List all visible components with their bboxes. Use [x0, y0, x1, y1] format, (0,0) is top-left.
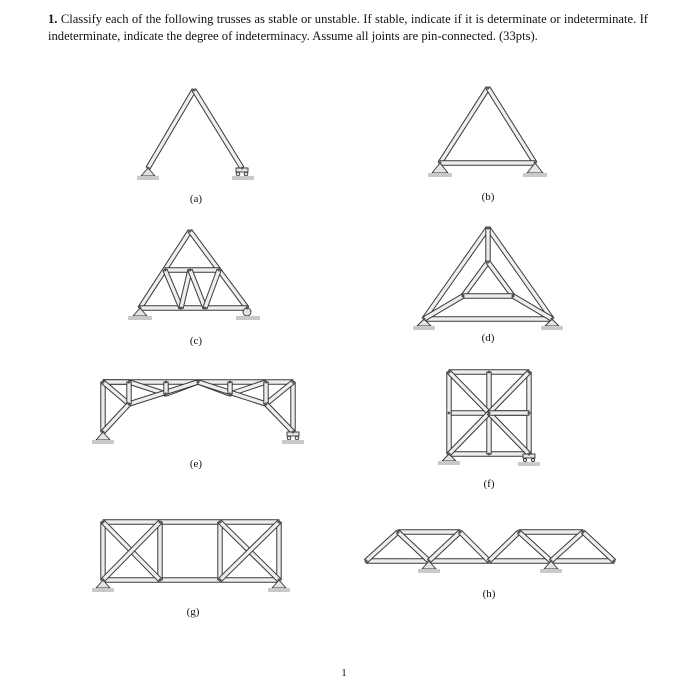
truss-joint: [487, 87, 490, 90]
truss-joint: [164, 269, 167, 272]
truss-joint: [189, 230, 192, 233]
truss-joint: [278, 579, 281, 582]
truss-joint: [219, 579, 222, 582]
truss-joint: [197, 381, 200, 384]
truss-joint: [428, 560, 431, 563]
truss-member: [146, 89, 196, 169]
truss-joint: [528, 371, 531, 374]
truss-member: [581, 530, 615, 562]
truss-joint: [165, 393, 168, 396]
truss-joint: [448, 371, 451, 374]
question-body: Classify each of the following trusses as stable or unstable. If stable, indicate if it is determinate or indeterminate. If indeterminate, indicate the degree of indeterminacy. Assume all joints are pin-connected. (33pts).: [48, 12, 648, 43]
truss-joint: [528, 412, 531, 415]
truss-figure-e: [92, 380, 304, 470]
truss-member: [447, 411, 490, 455]
truss-joint: [488, 453, 491, 456]
figure-caption: (d): [481, 332, 495, 344]
truss-joint: [488, 412, 491, 415]
truss-member: [218, 522, 222, 580]
truss-member: [192, 89, 244, 169]
truss-joint: [488, 371, 491, 374]
truss-figure-h: [365, 530, 616, 600]
truss-member: [438, 87, 490, 164]
truss-joint: [102, 431, 105, 434]
truss-member: [101, 382, 105, 432]
truss-member: [447, 370, 490, 414]
truss-figure-c: [128, 230, 260, 347]
truss-joint: [128, 381, 131, 384]
truss-member: [487, 370, 530, 414]
truss-joint: [518, 531, 521, 534]
truss-figure-b: [428, 87, 547, 203]
figure-caption: (c): [189, 335, 203, 347]
figure-caption: (a): [189, 193, 203, 205]
figure-caption: (f): [483, 478, 495, 490]
truss-joint: [534, 162, 537, 165]
truss-joint: [147, 167, 150, 170]
truss-joint: [189, 269, 192, 272]
truss-joint: [365, 560, 368, 563]
truss-member: [158, 522, 162, 580]
truss-joint: [459, 531, 462, 534]
truss-joint: [448, 412, 451, 415]
truss-joint: [582, 531, 585, 534]
truss-member: [365, 530, 400, 562]
truss-member: [203, 269, 221, 309]
truss-joint: [102, 521, 105, 524]
truss-joint: [102, 381, 105, 384]
truss-joint: [219, 521, 222, 524]
figure-caption: (g): [186, 606, 200, 618]
truss-member: [127, 382, 131, 404]
truss-figure-d: [413, 227, 563, 344]
truss-member: [424, 317, 552, 321]
truss-joint: [159, 521, 162, 524]
truss-member: [277, 522, 281, 580]
truss-member: [103, 520, 279, 524]
truss-joint: [193, 89, 196, 92]
roller-support: [282, 432, 304, 444]
truss-member: [519, 530, 583, 534]
truss-joint: [488, 560, 491, 563]
truss-member: [264, 382, 268, 404]
truss-member: [463, 294, 513, 298]
truss-joint: [128, 403, 131, 406]
truss-member: [264, 402, 294, 433]
truss-joint: [265, 381, 268, 384]
truss-joint: [613, 560, 616, 563]
truss-joint: [528, 453, 531, 456]
truss-member: [398, 530, 460, 534]
truss-joint: [229, 381, 232, 384]
truss-joint: [292, 381, 295, 384]
truss-member: [103, 578, 279, 582]
truss-joint: [423, 318, 426, 321]
truss-member: [550, 530, 585, 562]
truss-member: [396, 530, 430, 562]
truss-member: [486, 87, 537, 164]
truss-joint: [102, 579, 105, 582]
truss-joint: [487, 261, 490, 264]
truss-joint: [448, 453, 451, 456]
truss-joint: [241, 167, 244, 170]
truss-joint: [159, 579, 162, 582]
truss-member: [489, 411, 529, 415]
truss-joint: [229, 393, 232, 396]
figure-caption: (b): [481, 191, 495, 203]
pin-support: [92, 432, 114, 444]
truss-member: [487, 411, 530, 455]
truss-member: [486, 261, 515, 298]
truss-joint: [439, 162, 442, 165]
truss-joint: [139, 307, 142, 310]
truss-member: [291, 382, 295, 432]
truss-figure-g: [92, 520, 290, 618]
truss-member: [440, 161, 535, 165]
truss-joint: [265, 403, 268, 406]
truss-member: [101, 403, 130, 434]
truss-member: [461, 261, 490, 298]
truss-joint: [218, 269, 221, 272]
truss-member: [101, 522, 105, 580]
truss-joint: [462, 295, 465, 298]
page-number: 1: [341, 667, 347, 679]
truss-joint: [550, 560, 553, 563]
truss-figure-f: [438, 370, 540, 490]
truss-member: [486, 228, 490, 262]
truss-joint: [397, 531, 400, 534]
truss-figure-a: [137, 89, 254, 205]
truss-member: [487, 530, 520, 562]
truss-member: [427, 530, 461, 562]
figure-caption: (h): [482, 588, 496, 600]
truss-member: [140, 306, 247, 310]
question-number: 1.: [48, 12, 58, 26]
truss-joint: [292, 431, 295, 434]
truss-joint: [551, 318, 554, 321]
truss-joint: [246, 307, 249, 310]
truss-member: [458, 530, 490, 562]
figure-caption: (e): [189, 458, 203, 470]
truss-member: [228, 382, 232, 394]
truss-member: [518, 530, 553, 562]
truss-joint: [512, 295, 515, 298]
truss-joint: [180, 307, 183, 310]
pin-support: [137, 168, 159, 180]
truss-joint: [204, 307, 207, 310]
truss-joint: [165, 381, 168, 384]
truss-member: [164, 382, 168, 394]
roller-support: [232, 168, 254, 180]
truss-joint: [487, 227, 490, 230]
truss-joint: [278, 521, 281, 524]
